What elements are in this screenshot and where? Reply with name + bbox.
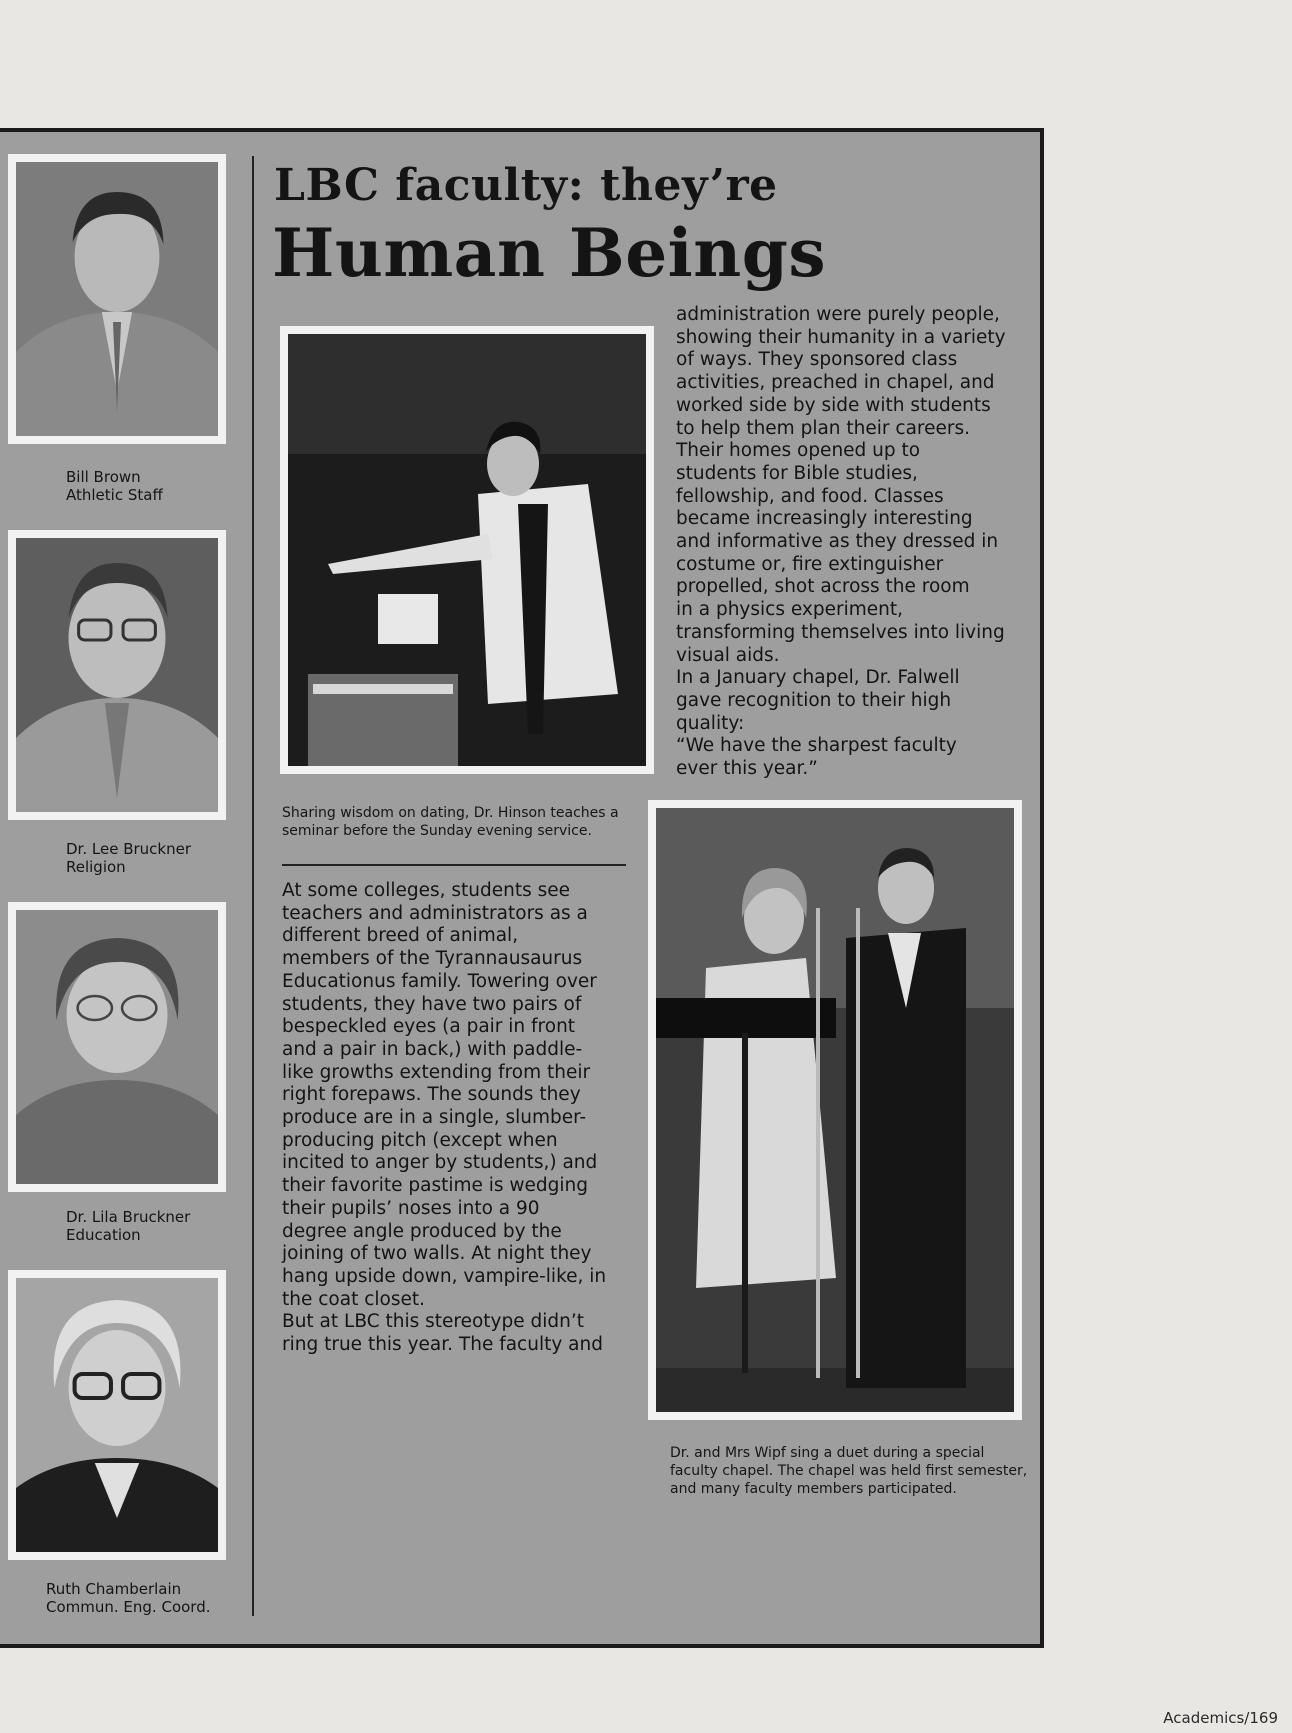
faculty-role: Commun. Eng. Coord. [46,1598,211,1616]
caption-ruth-chamberlain [46,1580,211,1616]
caption-rule [282,864,626,866]
caption-wipf: Dr. and Mrs Wipf sing a duet during a special faculty chapel. The chapel was held first semester, and many faculty members participated. [670,1445,1028,1497]
caption-hinson: Sharing wisdom on dating, Dr. Hinson teaches a seminar before the Sunday evening service. [282,805,619,839]
headline-line-1: LBC faculty: they’re [274,160,778,211]
wipf-photo [656,808,1014,1412]
faculty-name: Dr. Lee Bruckner [66,840,191,858]
article-right-column: administration were purely people, showing their humanity in a variety of ways. They sponsored class activities, preached in chapel, and worked side by side with students to help them plan their careers. Their homes opened up to students for Bible studies, fellowship, and food. Classes became increasingly interesting and informative as they dressed in costume or, fire extinguisher propelled, shot across the room in a physics experiment, transforming themselves into living visual aids. In a January chapel, Dr. Falwell gave recognition to their high quality: “We have the sharpest faculty ever this year.” [676,304,1006,780]
photo-wipf-duet [648,800,1022,1420]
caption-lee-bruckner [66,840,191,876]
portrait-ruth-chamberlain [8,1270,226,1560]
portrait-lila-bruckner [8,902,226,1192]
photo-hinson-seminar [280,326,654,774]
headline-line-2: Human Beings [272,214,827,292]
article-left-column: At some colleges, students see teachers and administrators as a different breed of animal, members of the Tyrannausaurus Educationus family. Towering over students, they have two pairs of bespeckled eyes (a pair in front and a pair in back,) with paddle- like growths extending from their right forepaws. The sounds they produce are in a single, slumber- producing pitch (except when incited to anger by students,) and their favorite pastime is wedging their pupils’ noses into a 90 degree angle produced by the joining of two walls. At night they hang upside down, vampire-like, in the coat closet. But at LBC this stereotype didn’t ring true this year. The faculty and [282,880,607,1356]
column-divider [252,156,254,1616]
faculty-role: Education [66,1226,141,1244]
portrait-photo [16,910,218,1184]
faculty-name: Ruth Chamberlain [46,1580,182,1598]
hinson-photo [288,334,646,766]
faculty-role: Religion [66,858,126,876]
page-footer: Academics/169 [1163,1709,1278,1727]
caption-bill-brown [66,468,163,504]
faculty-name: Dr. Lila Bruckner [66,1208,191,1226]
portrait-photo [16,538,218,812]
caption-lila-bruckner [66,1208,190,1244]
portrait-photo [16,1278,218,1552]
portrait-photo [16,162,218,436]
faculty-name: Bill Brown [66,468,141,486]
portrait-lee-bruckner [8,530,226,820]
portrait-bill-brown [8,154,226,444]
faculty-role: Athletic Staff [66,486,163,504]
